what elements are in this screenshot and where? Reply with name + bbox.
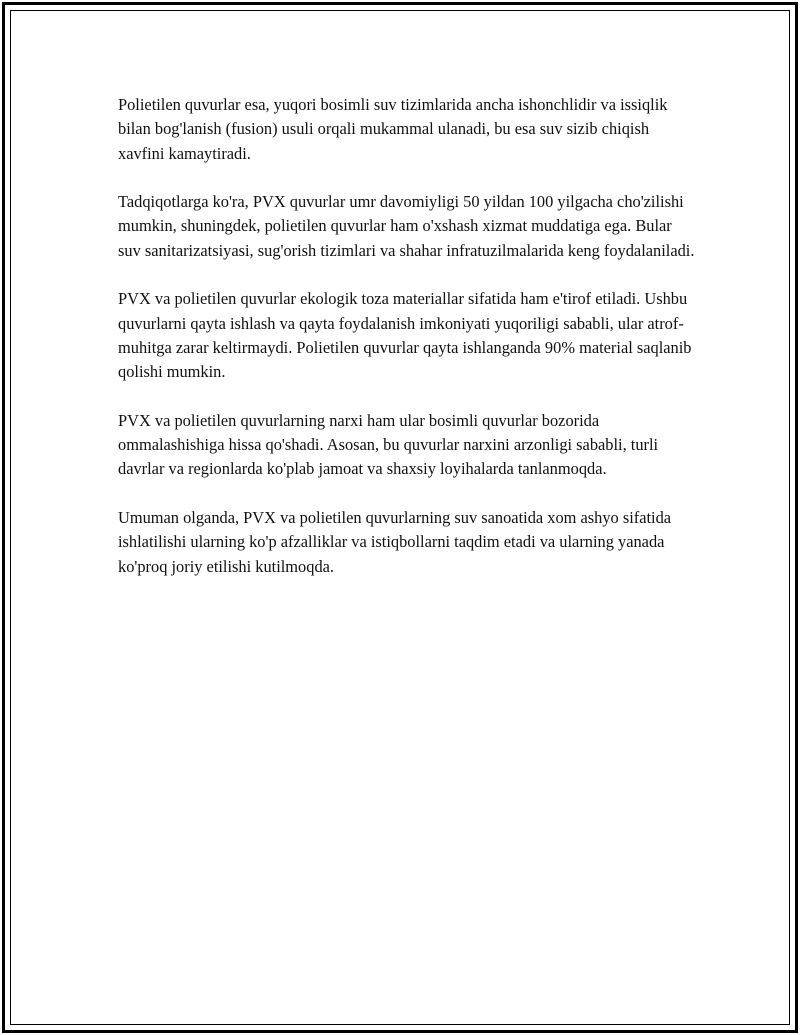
- paragraph-3: PVX va polietilen quvurlar ekologik toza materiallar sifatida ham e'tirof etiladi. Ushbu quvurlarni qayta ishlash va qayta foydalanish imkoniyati yuqoriligi sababli, ular atrof-muhitga zarar keltirmaydi. Polietilen quvurlar qayta ishlanganda 90% material saqlanib qolishi mumkin.: [118, 289, 692, 382]
- paragraph-5: Umuman olganda, PVX va polietilen quvurlarning suv sanoatida xom ashyo sifatida ishlatilishi ularning ko'p afzalliklar va istiqbollarni taqdim etadi va ularning yanada ko'proq joriy etilishi kutilmoqda.: [118, 508, 672, 576]
- document-body: [118, 93, 698, 603]
- paragraph-4: PVX va polietilen quvurlarning narxi ham ular bosimli quvurlar bozorida ommalashishiga hissa qo'shadi. Asosan, bu quvurlar narxini arzonligi sababli, turli davrlar va regionlarda ko'plab jamoat va shaxsiy loyihalarda tanlanmoqda.: [118, 410, 659, 479]
- paragraph-2: Tadqiqotlarga ko'ra, PVX quvurlar umr davomiyligi 50 yildan 100 yilgacha cho'zilishi mumkin, shuningdek, polietilen quvurlar ham o'xshash xizmat muddatiga ega. Bular suv sanitarizatsiyasi, sug'orish tizimlari va shahar infratuzilmalarida keng foydalaniladi.: [118, 192, 695, 260]
- paragraph-1: Polietilen quvurlar esa, yuqori bosimli suv tizimlarida ancha ishonchlidir va issiqlik bilan bog'lanish (fusion) usuli orqali mukammal ulanadi, bu esa suv sizib chiqish xavfini kamaytiradi.: [118, 95, 668, 163]
